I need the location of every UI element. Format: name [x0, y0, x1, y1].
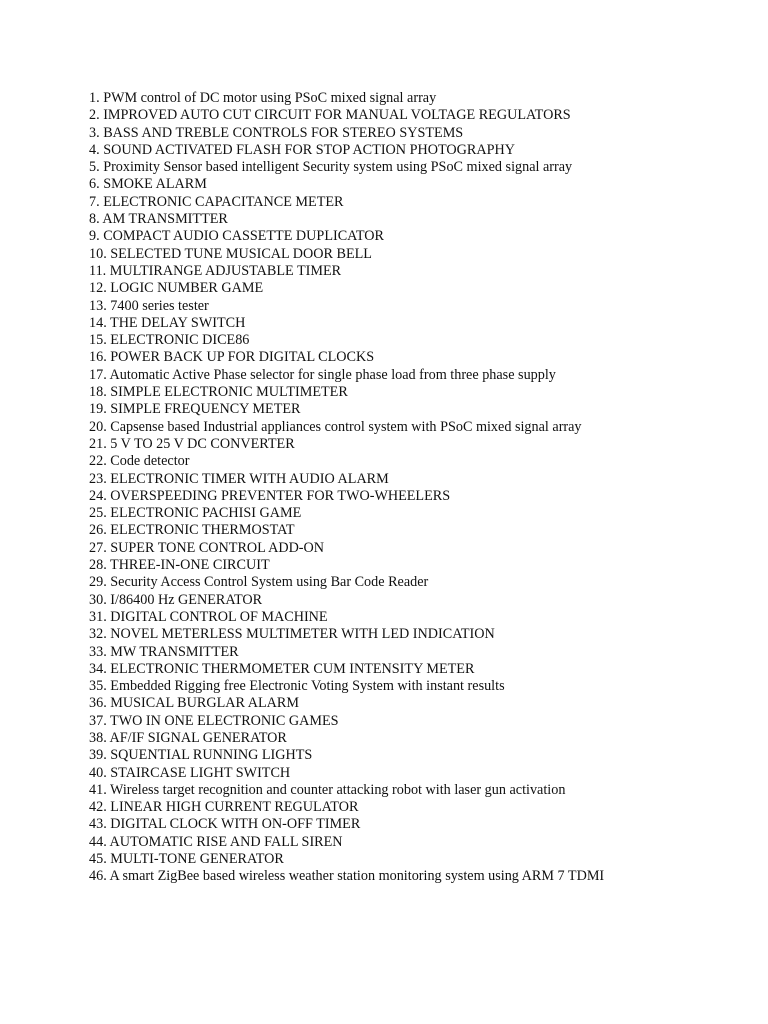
- list-item: 37. TWO IN ONE ELECTRONIC GAMES: [89, 712, 339, 729]
- list-item: 11. MULTIRANGE ADJUSTABLE TIMER: [89, 262, 342, 279]
- list-item: 9. COMPACT AUDIO CASSETTE DUPLICATOR: [89, 228, 384, 245]
- list-item: 35. Embedded Rigging free Electronic Voting System with instant results: [89, 678, 505, 695]
- list-item: 40. STAIRCASE LIGHT SWITCH: [89, 764, 291, 781]
- list-item: 32. NOVEL METERLESS MULTIMETER WITH LED INDICATION: [89, 626, 495, 643]
- list-item: 42. LINEAR HIGH CURRENT REGULATOR: [89, 799, 359, 816]
- list-item: 20. Capsense based Industrial appliances control system with PSoC mixed signal array: [89, 418, 582, 435]
- list-item: 23. ELECTRONIC TIMER WITH AUDIO ALARM: [89, 470, 389, 487]
- list-item: 24. OVERSPEEDING PREVENTER FOR TWO-WHEELERS: [89, 487, 451, 504]
- list-item: 27. SUPER TONE CONTROL ADD-ON: [89, 539, 325, 556]
- list-item: 29. Security Access Control System using Bar Code Reader: [89, 574, 429, 591]
- list-item: 34. ELECTRONIC THERMOMETER CUM INTENSITY METER: [89, 660, 475, 677]
- list-item: 7. ELECTRONIC CAPACITANCE METER: [89, 193, 344, 210]
- list-item: 26. ELECTRONIC THERMOSTAT: [89, 522, 295, 539]
- list-item: 10. SELECTED TUNE MUSICAL DOOR BELL: [89, 245, 372, 262]
- project-list: [89, 90, 604, 886]
- list-item: 3. BASS AND TREBLE CONTROLS FOR STEREO SYSTEMS: [89, 124, 464, 141]
- list-item: 39. SQUENTIAL RUNNING LIGHTS: [89, 747, 313, 764]
- list-item: 8. AM TRANSMITTER: [89, 211, 228, 228]
- list-item: 43. DIGITAL CLOCK WITH ON-OFF TIMER: [89, 816, 361, 833]
- list-item: 2. IMPROVED AUTO CUT CIRCUIT FOR MANUAL VOLTAGE REGULATORS: [89, 107, 571, 124]
- list-item: 28. THREE-IN-ONE CIRCUIT: [89, 557, 270, 574]
- list-item: 44. AUTOMATIC RISE AND FALL SIREN: [89, 833, 343, 850]
- list-item: 36. MUSICAL BURGLAR ALARM: [89, 695, 299, 712]
- list-item: 25. ELECTRONIC PACHISI GAME: [89, 505, 302, 522]
- list-item: 38. AF/IF SIGNAL GENERATOR: [89, 729, 287, 746]
- list-item: 16. POWER BACK UP FOR DIGITAL CLOCKS: [89, 349, 375, 366]
- list-item: 17. Automatic Active Phase selector for single phase load from three phase supply: [89, 366, 556, 383]
- list-item: 19. SIMPLE FREQUENCY METER: [89, 401, 301, 418]
- list-item: 30. I/86400 Hz GENERATOR: [89, 591, 263, 608]
- list-item: 15. ELECTRONIC DICE86: [89, 332, 250, 349]
- list-item: 33. MW TRANSMITTER: [89, 643, 239, 660]
- list-item: 13. 7400 series tester: [89, 297, 209, 314]
- list-item: 5. Proximity Sensor based intelligent Security system using PSoC mixed signal array: [89, 159, 573, 176]
- list-item: 46. A smart ZigBee based wireless weather station monitoring system using ARM 7 TDMI: [89, 868, 605, 885]
- list-item: 12. LOGIC NUMBER GAME: [89, 280, 264, 297]
- list-item: 41. Wireless target recognition and counter attacking robot with laser gun activation: [89, 781, 566, 798]
- list-item: 6. SMOKE ALARM: [89, 176, 207, 193]
- list-item: 14. THE DELAY SWITCH: [89, 314, 246, 331]
- list-item: 45. MULTI-TONE GENERATOR: [89, 851, 284, 868]
- list-item: 18. SIMPLE ELECTRONIC MULTIMETER: [89, 384, 348, 401]
- list-item: 4. SOUND ACTIVATED FLASH FOR STOP ACTION PHOTOGRAPHY: [89, 141, 515, 158]
- list-item: 22. Code detector: [89, 453, 190, 470]
- list-item: 1. PWM control of DC motor using PSoC mixed signal array: [89, 90, 437, 106]
- list-item: 21. 5 V TO 25 V DC CONVERTER: [89, 435, 295, 452]
- list-item: 31. DIGITAL CONTROL OF MACHINE: [89, 608, 328, 625]
